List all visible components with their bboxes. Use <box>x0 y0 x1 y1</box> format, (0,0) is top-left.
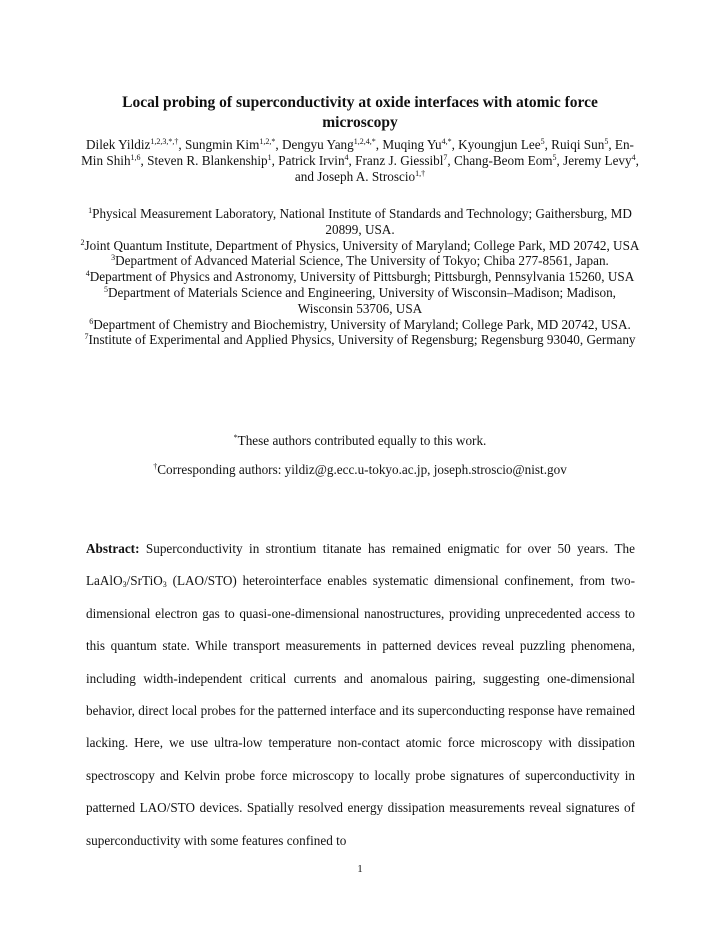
author-name: Muqing Yu <box>382 137 442 152</box>
author-name: Dilek Yildiz <box>86 137 151 152</box>
page-number: 1 <box>357 863 363 875</box>
author-name: Ruiqi Sun <box>551 137 605 152</box>
affiliation-text: Department of Physics and Astronomy, University of Pittsburgh; Pittsburgh, Pennsylvania 15260, USA <box>89 269 635 285</box>
abstract-label: Abstract: <box>86 541 140 556</box>
author-separator: , and <box>294 153 639 184</box>
author-affiliation-marks: 5 <box>540 137 545 146</box>
equal-contribution-note <box>78 433 642 449</box>
corresponding-text: Corresponding authors: yildiz@g.ecc.u-tokyo.ac.jp, joseph.stroscio@nist.gov <box>157 462 567 477</box>
author-name: Chang-Beom Eom <box>454 153 553 168</box>
affiliation-number: 7 <box>84 332 89 342</box>
author-name: Dengyu Yang <box>281 137 354 152</box>
equal-contribution-mark: * <box>233 433 238 442</box>
author-affiliation-marks: 1,† <box>415 169 426 178</box>
affiliation-number: 3 <box>111 253 116 263</box>
author-separator: , <box>275 137 282 152</box>
author-affiliation-marks: 5 <box>604 137 609 146</box>
author-affiliation-marks: 1,2,* <box>259 137 276 146</box>
author-affiliation-marks: 1,2,3,*,† <box>150 137 179 146</box>
affiliation-list <box>78 206 642 348</box>
affiliation-item <box>78 253 642 269</box>
author-separator: , <box>348 153 356 168</box>
affiliation-item <box>78 317 642 333</box>
abstract-text-1: Superconductivity in strontium titanate has remained enigmatic for over 50 years. The LaAlO <box>86 541 635 589</box>
author-separator: , <box>447 153 455 168</box>
affiliation-number: 1 <box>88 206 93 215</box>
author-list <box>78 137 642 185</box>
author-separator: , <box>451 137 459 152</box>
corresponding-authors-note <box>78 462 642 478</box>
author-affiliation-marks: 4 <box>344 153 349 162</box>
abstract-subscript-2: 3 <box>162 580 167 590</box>
affiliation-text: Institute of Experimental and Applied Physics, University of Regensburg; Regensburg 93040, Germany <box>88 332 636 348</box>
author-affiliation-marks: 5 <box>552 153 557 162</box>
author-name: Jeremy Levy <box>563 153 632 168</box>
affiliation-item <box>78 332 642 348</box>
author-separator: , <box>608 137 615 152</box>
equal-contribution-text: These authors contributed equally to this work. <box>237 433 487 448</box>
author-name: Kyoungjun Lee <box>458 137 541 152</box>
author-affiliation-marks: 7 <box>443 153 448 162</box>
author-separator: , <box>556 153 564 168</box>
author-name: Patrick Irvin <box>278 153 345 168</box>
author-affiliation-marks: 4 <box>631 153 636 162</box>
affiliation-number: 5 <box>104 284 109 294</box>
affiliation-text: Department of Advanced Material Science, The University of Tokyo; Chiba 277-8561, Japan. <box>115 253 609 269</box>
corresponding-mark: † <box>153 462 158 471</box>
author-affiliation-marks: 4,* <box>441 137 452 146</box>
affiliation-item <box>78 206 642 238</box>
author-affiliation-marks: 1 <box>267 153 272 162</box>
author-affiliation-marks: 1,2,4,* <box>353 137 376 146</box>
affiliation-item <box>78 238 642 254</box>
paper-title: Local probing of superconductivity at oxide interfaces with atomic force microscopy <box>122 94 598 131</box>
author-separator: , <box>271 153 279 168</box>
author-name: Franz J. Giessibl <box>355 153 444 168</box>
author-affiliation-marks: 1,6 <box>130 153 141 162</box>
author-separator: , <box>140 153 148 168</box>
author-name: Sungmin Kim <box>184 137 260 152</box>
abstract-paragraph <box>86 533 635 857</box>
affiliation-number: 4 <box>85 269 90 279</box>
abstract-subscript-1: 3 <box>122 580 127 590</box>
author-name: Steven R. Blankenship <box>147 153 268 168</box>
affiliation-text: Department of Materials Science and Engineering, University of Wisconsin–Madison; Madison, Wisconsin 53706, USA <box>108 284 616 316</box>
affiliation-text: Department of Chemistry and Biochemistry, University of Maryland; College Park, MD 20742, USA. <box>93 316 631 332</box>
affiliation-item <box>78 285 642 317</box>
author-name: En-Min Shih <box>81 137 634 168</box>
affiliation-number: 2 <box>80 237 85 247</box>
affiliation-number: 6 <box>89 316 94 326</box>
abstract-text-2: /SrTiO <box>126 573 163 589</box>
abstract-text-3: (LAO/STO) heterointerface enables systematic dimensional confinement, from two-dimensional electron gas to quasi-one-dimensional nanostructures, providing unprecedented access to this quantum state. While transport measurements in patterned devices reveal puzzling phenomena, including width-independent critical currents and anomalous pairing, suggesting one-dimensional behavior, direct local probes for the patterned interface and its superconducting response have remained lacking. Here, we use ultra-low temperature non-contact atomic force microscopy with dissipation spectroscopy and Kelvin probe force microscopy to locally probe signatures of superconductivity in patterned LAO/STO devices. Spatially resolved energy dissipation measurements reveal signatures of superconductivity with some features confined to <box>86 573 635 848</box>
author-separator: , <box>375 137 383 152</box>
affiliation-item <box>78 269 642 285</box>
author-name: Joseph A. Stroscio <box>317 169 416 184</box>
affiliation-text: Joint Quantum Institute, Department of Physics, University of Maryland; College Park, MD 20742, USA <box>84 237 640 253</box>
affiliation-text: Physical Measurement Laboratory, National Institute of Standards and Technology; Gaithersburg, MD 20899, USA. <box>92 206 632 237</box>
author-separator: , <box>544 137 552 152</box>
author-separator: , <box>178 137 185 152</box>
